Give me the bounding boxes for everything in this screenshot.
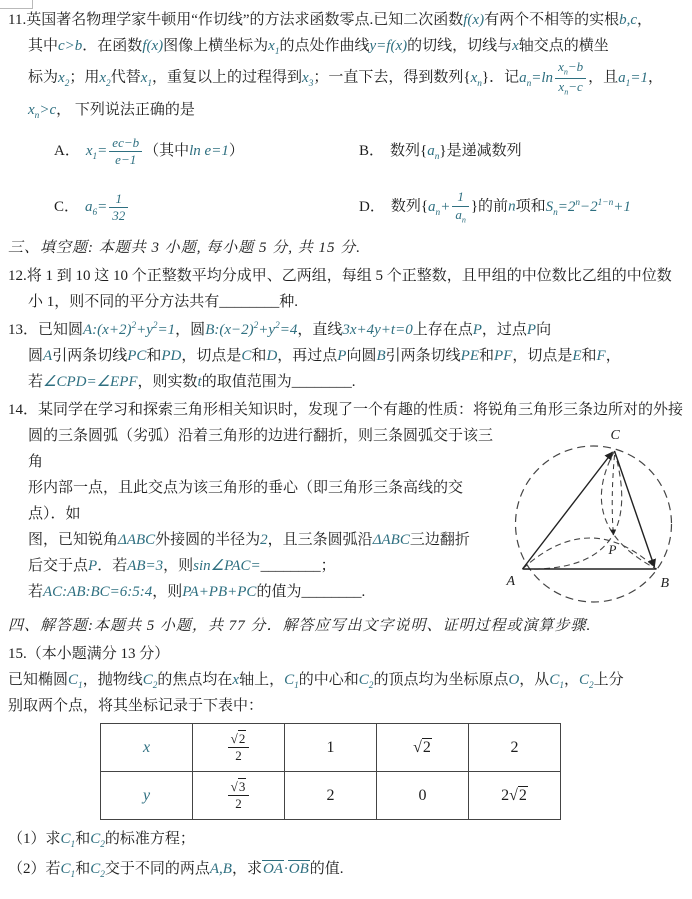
question-14-line-3: 形内部一点，且此交点为该三角形的垂心（即三角形三条高线的交点）．如 [28,480,464,523]
row-y-header: y [101,772,193,820]
vertex-label-a: A [506,574,516,590]
question-15-part-2: （2）若$C_1$和$C_2$交于不同的两点A,B，求OA·OB的值. [8,861,344,881]
side-cb [615,451,655,567]
geometry-figure-svg [498,421,686,609]
question-12-line-1: 12.将 1 到 10 这 10 个正整数平均分成甲、乙两组，每组 5 个正整数，且甲组的中位数比乙组的中位数 [8,268,672,285]
question-14-line-5: 后交于点P．若AB=3，则sin∠PAC=________； [28,558,336,575]
question-13-line-1: 13．已知圆$A:(x+2)^2+y^2=1$，圆$B:(x-2)^2+y^2=4$，直线3x+4y+t=0上存在点P，过点P向 [8,321,552,339]
circumcircle-dashed [516,446,672,602]
row-y-cell-3: 0 [377,772,469,820]
question-11-options [54,129,686,229]
triangle-circumcircle-figure [498,421,686,609]
row-x-cell-4: 2 [469,724,561,772]
question-14-line-6: 若AC:AB:BC=6:5:4，则PA+PB+PC的值为________. [28,584,366,601]
arc-to-p-arrow [612,455,614,535]
question-11-line-2: 其中c>b．在函数f(x)图像上横坐标为$x_1$的点处作曲线y=f(x)的切线，切线与x轴交点的横坐 [28,38,609,57]
arc-ca-reflected [523,451,622,569]
option-b-label: B． [359,143,385,160]
question-11-line-1: 11.英国著名物理学家牛顿用“作切线”的方法求函数零点.已知二次函数f(x)有两个不相等的实根b,c， [8,12,653,28]
question-13 [8,317,686,395]
question-11-line-4: $x_n>c$， 下列说法正确的是 [28,102,195,122]
row-x-header: x [101,724,193,772]
option-a-label: A． [54,143,80,160]
question-14 [8,397,686,609]
question-14-line-2: 圆的三条圆弧（劣弧）沿着三角形的边进行翻折，则三条圆弧交于该三角 [28,428,494,471]
vertex-label-b: B [660,576,670,592]
vertex-label-c: C [610,428,620,444]
option-c-label: C． [54,199,80,216]
row-y-cell-2: 2 [285,772,377,820]
side-ac [523,452,613,569]
section-4-title: 四、解答题:本题共 5 小题，共 77 分．解答应写出文字说明、证明过程或演算步骤. [8,618,592,635]
question-15-header: 15.（本小题满分 13 分） [8,646,170,663]
option-b [359,129,686,173]
question-15-part-1: （1）求$C_1$和$C_2$的标准方程； [8,831,195,851]
option-d [359,185,686,229]
question-13-line-3: 若∠CPD=∠EPF，则实数t的取值范围为________. [28,374,356,391]
row-x-cell-3: √2 [377,724,469,772]
point-label-p: P [608,542,617,558]
coordinates-table [100,723,561,820]
page-edge-artifact [0,0,33,9]
option-a-text: $x_1=$ $\frac{ec-b}{e-1}$ （其中ln e=1） [85,134,244,167]
row-y-cell-4: 2√2 [469,772,561,820]
question-14-line-4: 图，已知锐角ΔABC外接圆的半径为2，且三条圆弧沿ΔABC三边翻折 [28,532,470,549]
row-x-cell-2: 1 [285,724,377,772]
row-x-cell-1: $\frac{√2}{2}$ [193,724,285,772]
question-13-line-2: 圆A引两条切线PC和PD，切点是C和D，再过点P向圆B引两条切线PE和PF，切点是E和F， [28,348,621,365]
question-14-line-1: 14．某同学在学习和探索三角形相关知识时，发现了一个有趣的性质：将锐角三角形三条边所对的外接 [8,402,684,419]
question-15 [8,641,686,884]
option-b-text: 数列$\{a_n\}$是递减数列 [390,143,522,163]
table-row-x [101,724,561,772]
row-y-cell-1: $\frac{√3}{2}$ [193,772,285,820]
question-12 [8,263,686,315]
table-row-y [101,772,561,820]
option-d-text: 数列{$a_n+$ $\frac{1}{a_n}$ }的前n项和$S_n=2^n-2^{1-n}+1$ [390,189,631,225]
section-3-title: 三、填空题: 本题共 3 小题, 每小题 5 分, 共 15 分. [8,240,361,257]
question-15-line-2: 别取两个点，将其坐标记录于下表中： [8,698,264,715]
option-d-label: D． [359,199,385,216]
option-a [54,129,359,173]
question-11 [8,7,686,229]
question-15-parts [8,824,686,884]
question-15-line-1: 已知椭圆$C_1$，抛物线$C_2$的焦点均在x轴上，$C_1$的中心和$C_2$的顶点均为坐标原点O，从$C_1$，$C_2$上分 [8,672,624,692]
question-11-line-3: 标为$x_2$；用$x_2$代替$x_1$，重复以上的过程得到$x_3$；一直下去，得到数列$\{x_n\}$．记$a_n=\ln$ $\frac{x_n-b}{x_n-c}$ ，且$a_1=1$， [28,59,663,97]
question-12-line-2: 小 1，则不同的平分方法共有________种. [28,294,299,311]
option-c [54,185,359,229]
option-c-text: $a_6=$ $\frac{1}{32}$ [85,191,130,225]
